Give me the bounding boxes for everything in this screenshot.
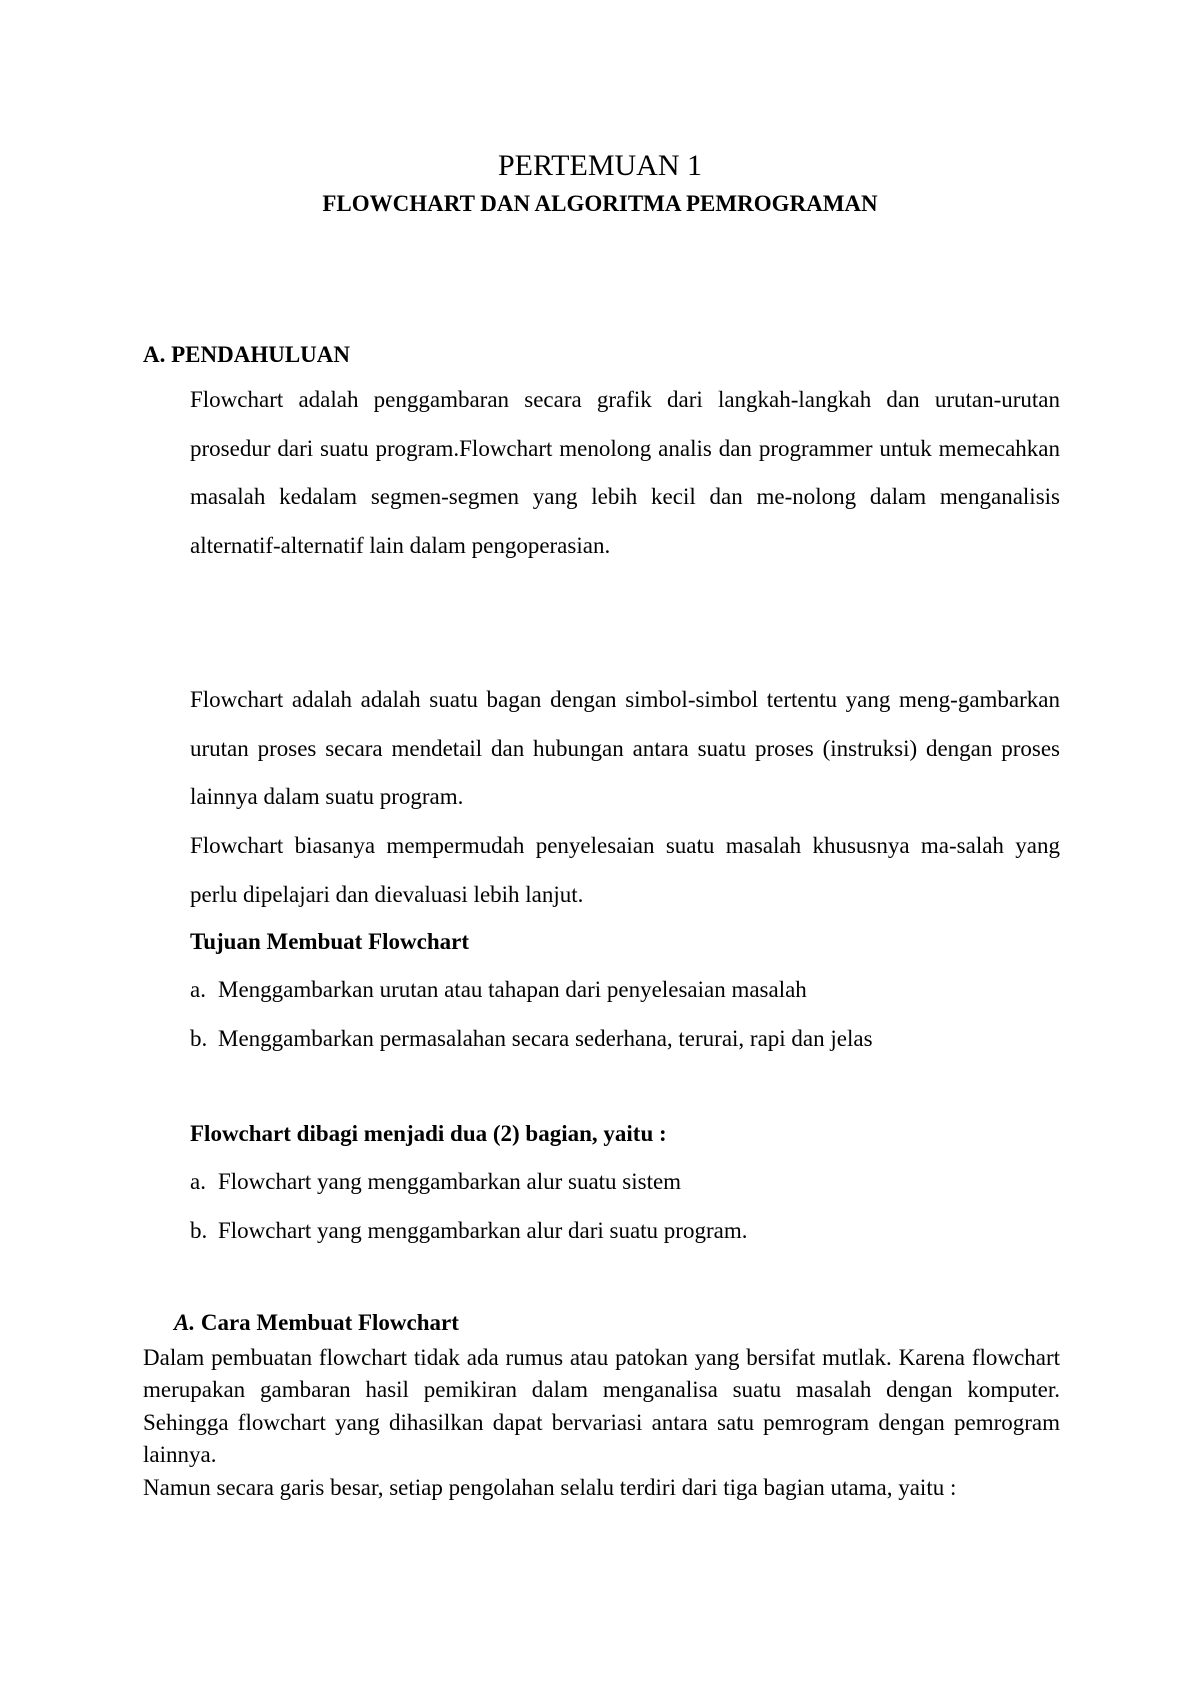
list-item-text: Menggambarkan urutan atau tahapan dari penyelesaian masalah <box>218 977 807 1002</box>
page-title: PERTEMUAN 1 <box>497 149 703 182</box>
list-item-text: Flowchart yang menggambarkan alur dari suatu program. <box>218 1217 748 1243</box>
paragraph-definition-1: Flowchart adalah penggambaran secara grafik dari langkah-langkah dan urutan-urutan prosedur dari suatu program.Flowchart menolong analis dan programmer untuk memecahkan masalah kedalam segmen-segmen yang lebih kecil dan me-nolong dalam menganalisis alternatif-alternatif lain dalam pengoperasian. <box>190 387 1060 558</box>
list-item <box>190 1158 1060 1207</box>
paragraph-definition-2: Flowchart adalah adalah suatu bagan dengan simbol-simbol tertentu yang meng-gambarkan urutan proses secara mendetail dan hubungan antara suatu proses (instruksi) dengan proses lainnya dalam suatu program. <box>190 687 1060 809</box>
types-list <box>190 1158 1060 1255</box>
list-item <box>190 1015 1060 1064</box>
list-marker: b. <box>190 1217 208 1243</box>
list-marker: a. <box>190 1169 206 1194</box>
paragraph-cara-1: Dalam pembuatan flowchart tidak ada rumus atau patokan yang bersifat mutlak. Karena flowchart merupakan gambaran hasil pemikiran dalam menganalisa suatu masalah dengan komputer. Sehingga flowchart yang dihasilkan dapat bervariasi antara satu pemrogram dengan pemrogram lainnya. <box>143 1345 1060 1467</box>
section-letter: A. <box>174 1310 196 1335</box>
list-marker: a. <box>190 977 206 1002</box>
types-heading: Flowchart dibagi menjadi dua (2) bagian, yaitu : <box>190 1121 667 1146</box>
goals-list <box>190 966 1060 1063</box>
list-item <box>190 966 1060 1015</box>
page-subtitle: FLOWCHART DAN ALGORITMA PEMROGRAMAN <box>322 191 878 216</box>
paragraph-benefit: Flowchart biasanya mempermudah penyelesaian suatu masalah khususnya ma-salah yang perlu dipelajari dan dievaluasi lebih lanjut. <box>190 833 1060 907</box>
section-heading-pendahuluan: A. PENDAHULUAN <box>143 342 350 367</box>
paragraph-cara-2: Namun secara garis besar, setiap pengolahan selalu terdiri dari tiga bagian utama, yaitu : <box>143 1475 957 1500</box>
list-item <box>190 1207 1060 1256</box>
list-item-text: Flowchart yang menggambarkan alur suatu sistem <box>218 1169 682 1194</box>
section-heading-text: Cara Membuat Flowchart <box>200 1310 459 1335</box>
list-marker: b. <box>190 1025 208 1051</box>
goals-heading: Tujuan Membuat Flowchart <box>190 929 469 954</box>
section-heading-cara-membuat <box>174 1308 459 1338</box>
list-item-text: Menggambarkan permasalahan secara sederhana, terurai, rapi dan jelas <box>218 1025 873 1051</box>
